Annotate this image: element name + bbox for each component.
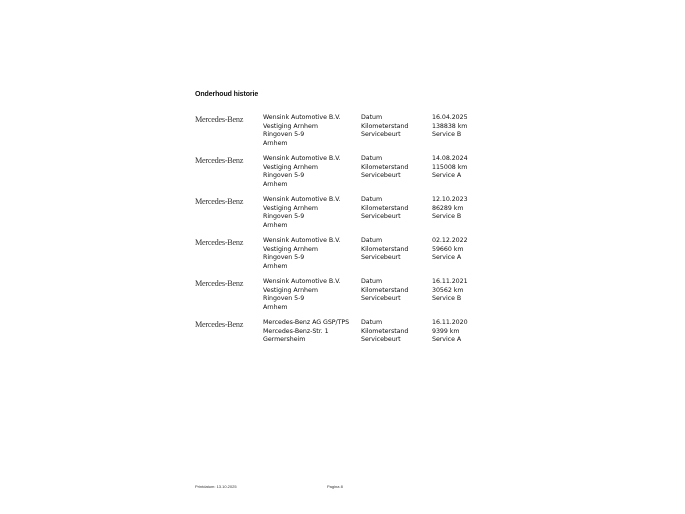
date-label: Datum — [361, 196, 383, 203]
address-line: Arnhem — [263, 221, 288, 229]
mileage-value: 115008 km — [432, 163, 468, 171]
service-label: Servicebeurt — [361, 336, 401, 344]
address-line: Ringoven 5-9 — [263, 295, 305, 303]
address-line: Germersheim — [263, 336, 306, 344]
field-values — [432, 237, 468, 263]
field-values — [432, 114, 468, 140]
field-labels — [361, 278, 408, 304]
mileage-value: 138838 km — [432, 122, 468, 130]
maintenance-entry — [195, 319, 495, 359]
mileage-label: Kilometerstand — [361, 204, 409, 212]
address-line: Mercedes-Benz-Str. 1 — [263, 327, 329, 335]
brand-logo: Mercedes-Benz — [195, 115, 244, 124]
date-value: 16.11.2021 — [432, 278, 468, 285]
field-values — [432, 196, 468, 222]
service-value: Service B — [432, 295, 462, 303]
date-label: Datum — [361, 237, 383, 244]
address-line: Vestiging Arnhem — [263, 122, 318, 130]
date-value: 12.10.2023 — [432, 196, 468, 203]
mileage-label: Kilometerstand — [361, 122, 409, 130]
address-line: Ringoven 5-9 — [263, 172, 305, 180]
field-labels — [361, 319, 408, 345]
section-title: Onderhoud historie — [195, 91, 259, 98]
service-label: Servicebeurt — [361, 172, 401, 180]
field-values — [432, 278, 468, 304]
field-labels — [361, 114, 408, 140]
maintenance-entry — [195, 196, 495, 236]
dealer-address — [263, 155, 341, 189]
maintenance-entry — [195, 155, 495, 195]
mileage-label: Kilometerstand — [361, 163, 409, 171]
dealer-address — [263, 278, 341, 312]
dealer-address — [263, 319, 349, 345]
maintenance-entry — [195, 114, 495, 154]
service-label: Servicebeurt — [361, 295, 401, 303]
address-line: Arnhem — [263, 139, 288, 147]
service-value: Service A — [432, 172, 462, 180]
service-value: Service B — [432, 131, 462, 139]
address-line: Wensink Automotive B.V. — [263, 114, 341, 121]
address-line: Ringoven 5-9 — [263, 213, 305, 221]
address-line: Ringoven 5-9 — [263, 131, 305, 139]
service-label: Servicebeurt — [361, 213, 401, 221]
maintenance-entry — [195, 237, 495, 277]
address-line: Wensink Automotive B.V. — [263, 278, 341, 285]
brand-logo: Mercedes-Benz — [195, 197, 244, 206]
field-labels — [361, 196, 408, 222]
address-line: Vestiging Arnhem — [263, 163, 318, 171]
date-value: 16.04.2025 — [432, 114, 468, 121]
date-value: 16.11.2020 — [432, 319, 468, 326]
address-line: Wensink Automotive B.V. — [263, 237, 341, 244]
brand-logo: Mercedes-Benz — [195, 156, 244, 165]
service-value: Service A — [432, 254, 462, 262]
address-line: Wensink Automotive B.V. — [263, 155, 341, 162]
dealer-address — [263, 237, 341, 271]
field-values — [432, 155, 468, 181]
address-line: Wensink Automotive B.V. — [263, 196, 341, 203]
service-label: Servicebeurt — [361, 131, 401, 139]
maintenance-entry — [195, 278, 495, 318]
address-line: Vestiging Arnhem — [263, 245, 318, 253]
date-label: Datum — [361, 319, 383, 326]
brand-logo: Mercedes-Benz — [195, 279, 244, 288]
dealer-address — [263, 196, 341, 230]
mileage-value: 9399 km — [432, 327, 460, 335]
date-value: 02.12.2022 — [432, 237, 468, 244]
address-line: Arnhem — [263, 262, 288, 270]
date-value: 14.08.2024 — [432, 155, 468, 162]
mileage-value: 86289 km — [432, 204, 464, 212]
mileage-label: Kilometerstand — [361, 245, 409, 253]
address-line: Ringoven 5-9 — [263, 254, 305, 262]
field-labels — [361, 155, 408, 181]
service-value: Service B — [432, 213, 462, 221]
address-line: Vestiging Arnhem — [263, 286, 318, 294]
address-line: Arnhem — [263, 303, 288, 311]
address-line: Mercedes-Benz AG GSP/TPS — [263, 319, 350, 326]
field-values — [432, 319, 468, 345]
address-line: Vestiging Arnhem — [263, 204, 318, 212]
page-number: Pagina 8 — [327, 484, 343, 489]
date-label: Datum — [361, 278, 383, 285]
mileage-value: 59660 km — [432, 245, 464, 253]
brand-logo: Mercedes-Benz — [195, 320, 244, 329]
mileage-value: 30562 km — [432, 286, 464, 294]
field-labels — [361, 237, 408, 263]
dealer-address — [263, 114, 341, 148]
address-line: Arnhem — [263, 180, 288, 188]
date-label: Datum — [361, 155, 383, 162]
brand-logo: Mercedes-Benz — [195, 238, 244, 247]
mileage-label: Kilometerstand — [361, 327, 409, 335]
print-date: Printdatum: 13.10.2025 — [195, 484, 237, 489]
date-label: Datum — [361, 114, 383, 121]
service-label: Servicebeurt — [361, 254, 401, 262]
mileage-label: Kilometerstand — [361, 286, 409, 294]
service-value: Service A — [432, 336, 462, 344]
